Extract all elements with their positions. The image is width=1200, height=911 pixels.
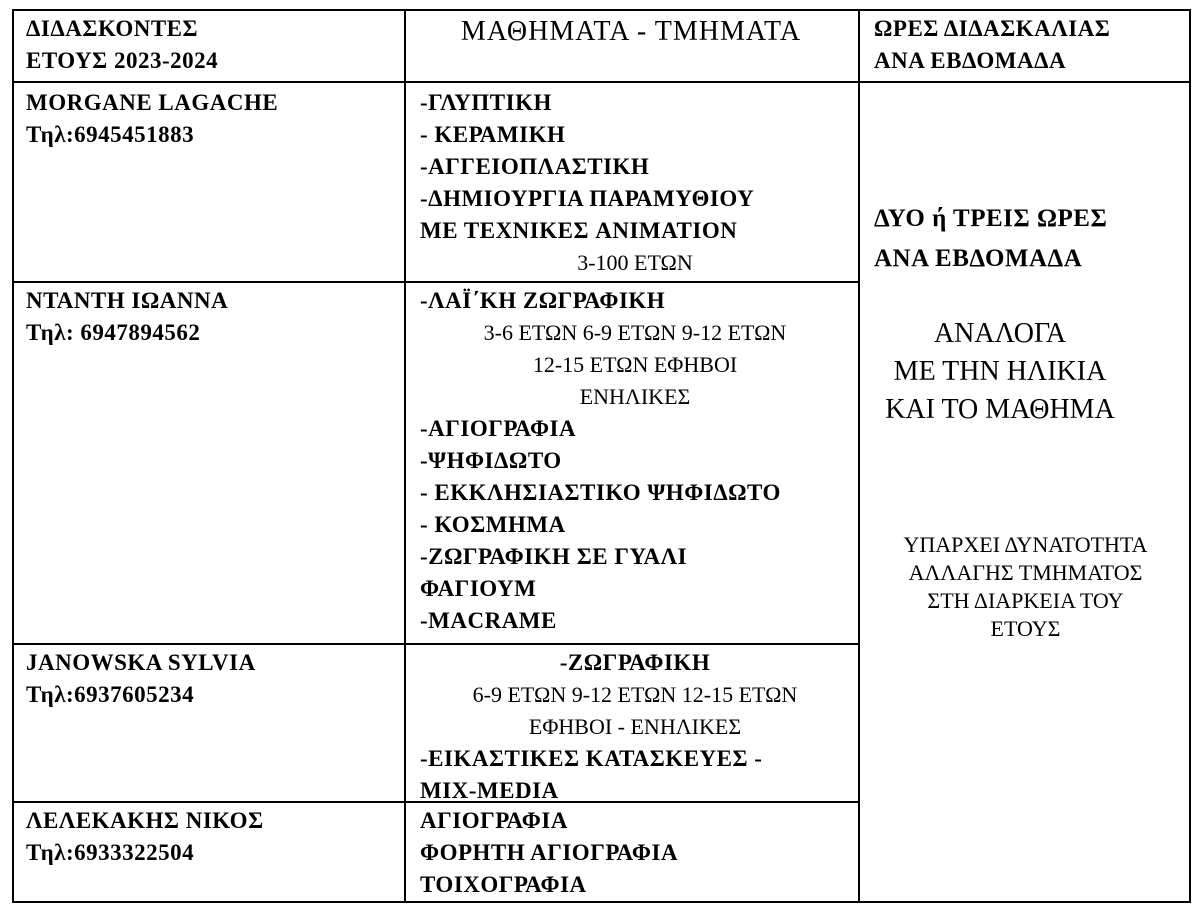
header-hours-line-1: ΩΡΕΣ ΔΙΔΑΣΚΑΛΙΑΣ [874,16,1111,41]
header-teachers [26,13,396,77]
hours-main-line: ΑΝΑ ΕΒΔΟΜΑΔΑ [874,245,1083,272]
teacher-2 [26,285,396,349]
lesson-item: -ΕΙΚΑΣΤΙΚΕΣ ΚΑΤΑΣΚΕΥΕΣ - [420,746,763,771]
lessons-1 [420,87,850,279]
lesson-item: MIX-MEDIA [420,778,559,803]
hours-note [860,315,1140,429]
section-change-note [860,531,1191,643]
age-groups: ΕΝΗΛΙΚΕΣ [579,384,691,409]
row-divider-1 [12,281,860,283]
teacher-phone: Τηλ:6937605234 [26,682,195,707]
lesson-item: -ΑΓΓΕΙΟΠΛΑΣΤΙΚΗ [420,154,650,179]
schedule-table [12,9,1191,903]
lesson-item: -ΓΛΥΠΤΙΚΗ [420,90,552,115]
lessons-4 [420,805,850,901]
lesson-item: -MACRAME [420,608,557,633]
teacher-phone: Τηλ:6945451883 [26,122,195,147]
lesson-item: - ΚΕΡΑΜΙΚΗ [420,122,566,147]
lessons-3 [420,647,850,807]
header-lessons-title: ΜΑΘΗΜΑΤΑ - ΤΜΗΜΑΤΑ [460,16,802,47]
hours-main [874,199,1186,279]
row-divider-2 [12,643,860,645]
lesson-item: ΦΑΓΙΟΥΜ [420,576,537,601]
table-border-top [12,9,1191,11]
teacher-name: MORGANE LAGACHE [26,90,279,115]
table-border-right [1189,9,1191,903]
lesson-item: -ΑΓΙΟΓΡΑΦΙΑ [420,416,577,441]
lesson-item: -ΖΩΓΡΑΦΙΚΗ [559,650,711,675]
teacher-phone: Τηλ: 6947894562 [26,320,201,345]
age-groups: 6-9 ΕΤΩΝ 9-12 ΕΤΩΝ 12-15 ΕΤΩΝ [472,682,798,707]
age-groups: ΕΦΗΒΟΙ - ΕΝΗΛΙΚΕΣ [528,714,742,739]
table-border-left [12,9,14,903]
lesson-item: -ΖΩΓΡΑΦΙΚΗ ΣΕ ΓΥΑΛΙ [420,544,688,569]
column-divider-1 [404,9,406,903]
column-divider-2 [858,9,860,903]
lesson-item: -ΛΑΪ΄ΚΗ ΖΩΓΡΑΦΙΚΗ [420,288,666,313]
lesson-item: -ΔΗΜΙΟΥΡΓΙΑ ΠΑΡΑΜΥΘΙΟΥ [420,186,755,211]
age-groups: 12-15 ΕΤΩΝ ΕΦΗΒΟΙ [532,352,738,377]
teacher-name: JANOWSKA SYLVIA [26,650,256,675]
section-change-line: ΕΤΟΥΣ [990,616,1061,641]
section-change-line: ΑΛΛΑΓΗΣ ΤΜΗΜΑΤΟΣ [908,560,1143,585]
header-lessons [408,15,854,49]
teacher-phone: Τηλ:6933322504 [26,840,195,865]
hours-note-line: ΜΕ ΤΗΝ ΗΛΙΚΙΑ [893,356,1107,387]
lesson-item: ΤΟΙΧΟΓΡΑΦΙΑ [420,872,587,897]
hours-note-line: ΚΑΙ ΤΟ ΜΑΘΗΜΑ [885,394,1115,425]
section-change-line: ΣΤΗ ΔΙΑΡΚΕΙΑ ΤΟΥ [927,588,1124,613]
section-change-line: ΥΠΑΡΧΕΙ ΔΥΝΑΤΟΤΗΤΑ [903,532,1148,557]
teacher-1 [26,87,396,151]
lessons-2 [420,285,850,637]
teacher-name: ΛΕΛΕΚΑΚΗΣ ΝΙΚΟΣ [26,808,264,833]
lesson-item: -ΨΗΦΙΔΩΤΟ [420,448,562,473]
lesson-item: ΜΕ ΤΕΧΝΙΚΕΣ ANIMATION [420,218,738,243]
header-teachers-line-1: ΔΙΔΑΣΚΟΝΤΕΣ [26,16,199,41]
header-divider [12,81,1191,83]
age-groups: 3-6 ΕΤΩΝ 6-9 ΕΤΩΝ 9-12 ΕΤΩΝ [483,320,787,345]
teacher-3 [26,647,396,711]
teacher-name: ΝΤΑΝΤΗ ΙΩΑΝΝΑ [26,288,229,313]
hours-main-line: ΔΥΟ ή ΤΡΕΙΣ ΩΡΕΣ [874,205,1108,232]
header-hours [874,13,1184,77]
age-groups: 3-100 ΕΤΩΝ [577,250,693,275]
lesson-item: - ΕΚΚΛΗΣΙΑΣΤΙΚΟ ΨΗΦΙΔΩΤΟ [420,480,781,505]
header-hours-line-2: ΑΝΑ ΕΒΔΟΜΑΔΑ [874,48,1067,73]
lesson-item: - ΚΟΣΜΗΜΑ [420,512,566,537]
table-border-bottom [12,901,1191,903]
lesson-item: ΑΓΙΟΓΡΑΦΙΑ [420,808,568,833]
lesson-item: ΦΟΡΗΤΗ ΑΓΙΟΓΡΑΦΙΑ [420,840,679,865]
teacher-4 [26,805,396,869]
hours-note-line: ΑΝΑΛΟΓΑ [933,318,1067,349]
header-teachers-line-2: ΕΤΟΥΣ 2023-2024 [26,48,219,73]
